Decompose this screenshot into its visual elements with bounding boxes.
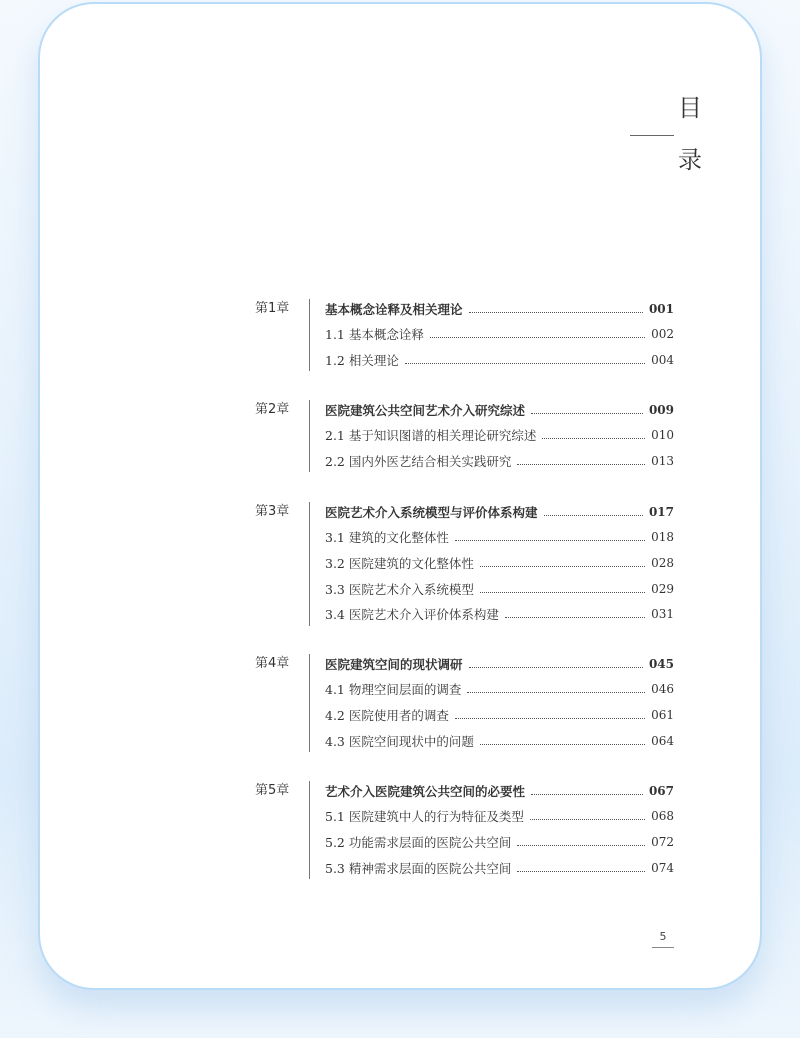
entry-page: 018 — [651, 530, 674, 544]
section-entry[interactable] — [325, 425, 674, 445]
chapter-heading-entry[interactable] — [325, 781, 674, 801]
entry-page: 061 — [651, 708, 674, 722]
chapter-heading-entry[interactable] — [325, 400, 674, 420]
section-entry[interactable] — [325, 451, 674, 471]
entry-title: 3.4 医院艺术介入评价体系构建 — [325, 607, 499, 622]
entry-page: 002 — [651, 327, 674, 341]
dot-leader — [530, 816, 645, 820]
entry-title: 5.3 精神需求层面的医院公共空间 — [325, 861, 512, 876]
entry-title: 5.2 功能需求层面的医院公共空间 — [325, 835, 512, 850]
chapter-label: 第1章 — [255, 301, 290, 316]
dot-leader — [544, 512, 643, 516]
dot-leader — [480, 563, 645, 567]
entry-title: 2.1 基于知识图谱的相关理论研究综述 — [325, 428, 537, 443]
dot-leader — [430, 334, 645, 338]
entry-title: 1.2 相关理论 — [325, 353, 399, 368]
chapter-heading-entry[interactable] — [325, 299, 674, 319]
chapter-heading-entry[interactable] — [325, 502, 674, 522]
section-entry[interactable] — [325, 553, 674, 573]
entry-title: 基本概念诠释及相关理论 — [325, 302, 463, 317]
dot-leader — [531, 410, 643, 414]
chapter-divider-line — [309, 654, 310, 752]
dot-leader — [480, 589, 645, 593]
entry-page: 074 — [651, 861, 674, 875]
dot-leader — [517, 842, 645, 846]
toc-title-char-2: 录 — [678, 146, 702, 174]
page-number: 5 — [659, 930, 667, 943]
chapter-heading-entry[interactable] — [325, 654, 674, 674]
entry-title: 2.2 国内外医艺结合相关实践研究 — [325, 454, 512, 469]
entry-title: 1.1 基本概念诠释 — [325, 327, 424, 342]
chapter-label: 第5章 — [255, 783, 290, 798]
entry-page: 068 — [651, 809, 674, 823]
entry-title: 3.2 医院建筑的文化整体性 — [325, 556, 474, 571]
dot-leader — [467, 689, 645, 693]
entry-page: 013 — [651, 454, 674, 468]
entry-page: 029 — [651, 582, 674, 596]
chapter-divider-line — [309, 400, 310, 472]
section-entry[interactable] — [325, 350, 674, 370]
section-entry[interactable] — [325, 579, 674, 599]
entry-page: 064 — [651, 734, 674, 748]
section-entry[interactable] — [325, 858, 674, 878]
entry-page: 046 — [651, 682, 674, 696]
entry-page: 072 — [651, 835, 674, 849]
section-entry[interactable] — [325, 324, 674, 344]
entry-page: 031 — [651, 607, 674, 621]
entry-page: 028 — [651, 556, 674, 570]
entry-title: 医院建筑公共空间艺术介入研究综述 — [325, 403, 526, 418]
entry-title: 4.1 物理空间层面的调查 — [325, 682, 462, 697]
entry-title: 3.3 医院艺术介入系统模型 — [325, 582, 474, 597]
dot-leader — [517, 461, 645, 465]
entry-title: 5.1 医院建筑中人的行为特征及类型 — [325, 809, 524, 824]
dot-leader — [517, 868, 645, 872]
dot-leader — [542, 435, 645, 439]
section-entry[interactable] — [325, 832, 674, 852]
entry-title: 艺术介入医院建筑公共空间的必要性 — [325, 784, 526, 799]
page-number-rule — [652, 947, 674, 948]
section-entry[interactable] — [325, 527, 674, 547]
entry-page: 017 — [648, 505, 674, 519]
dot-leader — [469, 664, 643, 668]
section-entry[interactable] — [325, 604, 674, 624]
chapter-divider-line — [309, 502, 310, 626]
entry-title: 3.1 建筑的文化整体性 — [325, 530, 449, 545]
toc-title-char-1: 目 — [678, 94, 702, 122]
section-entry[interactable] — [325, 679, 674, 699]
dot-leader — [405, 360, 645, 364]
dot-leader — [455, 715, 645, 719]
title-divider — [630, 135, 674, 136]
entry-page: 009 — [648, 403, 674, 417]
section-entry[interactable] — [325, 705, 674, 725]
chapter-label: 第2章 — [255, 402, 290, 417]
entry-page: 067 — [648, 784, 674, 798]
dot-leader — [480, 741, 645, 745]
entry-title: 医院艺术介入系统模型与评价体系构建 — [325, 505, 538, 520]
chapter-label: 第3章 — [255, 504, 290, 519]
chapter-divider-line — [309, 781, 310, 879]
entry-page: 004 — [651, 353, 674, 367]
dot-leader — [455, 537, 645, 541]
entry-page: 010 — [651, 428, 674, 442]
entry-title: 4.2 医院使用者的调查 — [325, 708, 449, 723]
entry-title: 4.3 医院空间现状中的问题 — [325, 734, 474, 749]
dot-leader — [469, 309, 643, 313]
entry-title: 医院建筑空间的现状调研 — [325, 657, 463, 672]
dot-leader — [505, 614, 645, 618]
entry-page: 001 — [648, 302, 674, 316]
entry-page: 045 — [648, 657, 674, 671]
dot-leader — [531, 791, 643, 795]
section-entry[interactable] — [325, 731, 674, 751]
section-entry[interactable] — [325, 806, 674, 826]
chapter-divider-line — [309, 299, 310, 371]
chapter-label: 第4章 — [255, 656, 290, 671]
